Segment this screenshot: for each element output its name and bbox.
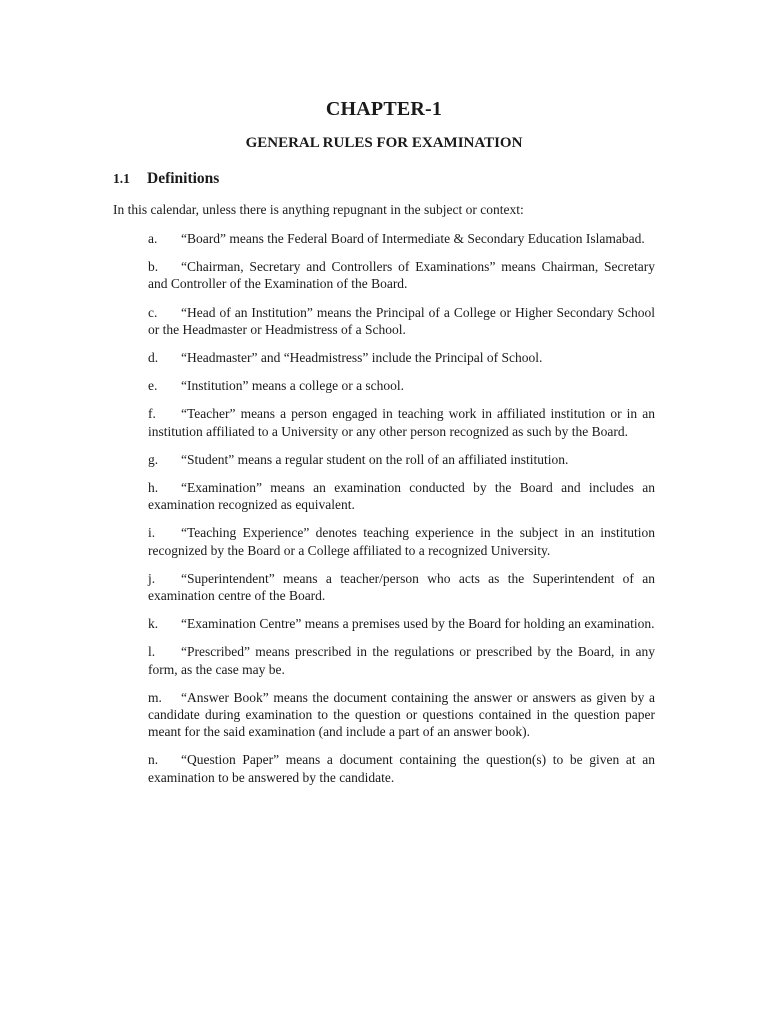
definition-marker: i. xyxy=(148,525,156,541)
definition-text: “Examination” means an examination conducted by the Board and includes an examination recognized as equivalent. xyxy=(148,480,655,513)
definition-marker: g. xyxy=(148,451,159,467)
definition-item xyxy=(148,230,655,247)
definition-text: “Examination Centre” means a premises used by the Board for holding an examination. xyxy=(181,616,655,632)
definition-text: “Board” means the Federal Board of Intermediate & Secondary Education Islamabad. xyxy=(181,231,645,246)
intro-paragraph: In this calendar, unless there is anything repugnant in the subject or context: xyxy=(113,202,524,217)
definition-text: “Headmaster” and “Headmistress” include the Principal of School. xyxy=(181,350,543,366)
definition-text: “Superintendent” means a teacher/person who acts as the Superintendent of an examination centre of the Board. xyxy=(148,570,655,604)
section-number: 1.1 xyxy=(113,171,130,186)
definition-item xyxy=(148,615,655,632)
definition-item xyxy=(148,451,655,468)
definitions-list xyxy=(148,230,655,797)
definition-item xyxy=(148,479,655,513)
definition-text: “Teacher” means a person engaged in teaching work in affiliated institution or in an institution affiliated to a University or any other person recognized as such by the Board. xyxy=(148,406,655,439)
chapter-title: CHAPTER-1 xyxy=(325,98,443,120)
definition-marker: f. xyxy=(148,406,156,422)
definition-text: “Head of an Institution” means the Principal of a College or Higher Secondary School or the Headmaster or Headmistress of a School. xyxy=(148,304,655,337)
definition-marker: j. xyxy=(148,570,156,586)
definition-marker: a. xyxy=(148,231,158,246)
definition-item xyxy=(148,304,655,338)
definition-item xyxy=(148,643,655,677)
definition-item xyxy=(148,751,655,785)
definition-item xyxy=(148,349,655,366)
definition-text: “Teaching Experience” denotes teaching experience in the subject in an institution recognized by the Board or a College affiliated to a recognized University. xyxy=(148,525,655,558)
definition-item xyxy=(148,377,655,394)
definition-marker: n. xyxy=(148,752,159,768)
definition-text: “Chairman, Secretary and Controllers of Examinations” means Chairman, Secretary and Controller of the Examination of the Board. xyxy=(148,259,655,292)
definition-marker: m. xyxy=(148,689,162,705)
definition-marker: k. xyxy=(148,616,159,632)
definition-item xyxy=(148,524,655,558)
section-title: Definitions xyxy=(147,170,220,187)
definition-marker: h. xyxy=(148,480,159,496)
definition-item xyxy=(148,689,655,741)
definition-marker: d. xyxy=(148,350,159,366)
definition-marker: b. xyxy=(148,259,159,275)
definition-marker: c. xyxy=(148,304,158,320)
section-heading xyxy=(113,170,219,188)
definition-text: “Institution” means a college or a school. xyxy=(181,378,405,394)
definition-text: “Answer Book” means the document containing the answer or answers as given by a candidate during examination to the question or questions contained in the question paper meant for the said examination (and include a part of an answer book). xyxy=(148,689,655,740)
chapter-subtitle: GENERAL RULES FOR EXAMINATION xyxy=(245,135,523,151)
definition-text: “Prescribed” means prescribed in the regulations or prescribed by the Board, in any form, as the case may be. xyxy=(148,644,655,677)
definition-item xyxy=(148,258,655,292)
definition-item xyxy=(148,570,655,604)
definition-item xyxy=(148,405,655,439)
definition-marker: l. xyxy=(148,644,156,660)
definition-marker: e. xyxy=(148,378,158,394)
definition-text: “Student” means a regular student on the roll of an affiliated institution. xyxy=(181,451,569,467)
definition-text: “Question Paper” means a document containing the question(s) to be given at an examination to be answered by the candidate. xyxy=(148,752,655,785)
